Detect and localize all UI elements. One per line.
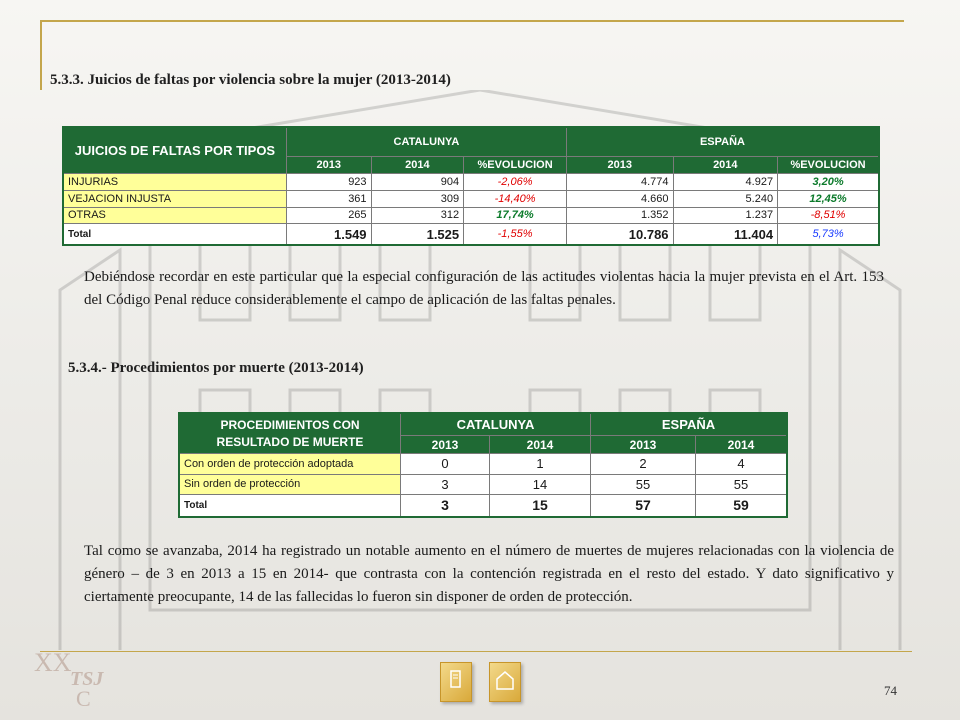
table-row [63,207,879,224]
table-row [179,454,787,474]
logo-numeral: XX [34,648,72,677]
section-heading-faltas: 5.3.3. Juicios de faltas por violencia sobre la mujer (2013-2014) [50,72,451,88]
faltas-table-title: JUICIOS DE FALTAS POR TIPOS [63,127,286,173]
cell-value: 0 [401,454,490,474]
proc-col-catalunya: CATALUNYA [401,413,591,436]
cell-value: 4.660 [566,190,673,207]
cell-value: 1.237 [673,207,778,224]
cell-value: 4 [696,454,788,474]
row-label: INJURIAS [63,173,286,190]
logo-text: TSJ [70,668,104,690]
cell-value: 14 [490,474,591,494]
logo-letter: C [76,686,91,711]
proc-esp-2014: 2014 [696,436,788,454]
total-label: Total [63,224,286,245]
proc-esp-2013: 2013 [591,436,696,454]
section-heading-procedimientos: 5.3.4.- Procedimientos por muerte (2013-2014) [68,360,364,376]
row-label: VEJACION INJUSTA [63,190,286,207]
cell-value: 361 [286,190,371,207]
cell-value: 1 [490,454,591,474]
frame-top-line [40,20,904,22]
row-label: Sin orden de protección [179,474,401,494]
cell-value: 309 [371,190,464,207]
cell-value: 55 [696,474,788,494]
cell-value: 4.927 [673,173,778,190]
faltas-cat-2014: 2014 [371,157,464,174]
cell-value: 2 [591,454,696,474]
cell-evolution: -14,40% [464,190,567,207]
faltas-cat-evol: %EVOLUCION [464,157,567,174]
proc-table-title [179,413,401,454]
paragraph-procedimientos: Tal como se avanzaba, 2014 ha registrado un notable aumento en el número de muertes de mujeres relacionadas con la violencia de género – de 3 en 2013 a 15 en 2014- que contrasta con la contención registrada en el resto del estado. Y dato significativo y ciertamente preocupante, 14 de las fallecidas lo fueron sin disponer de orden de protección. [84,543,894,605]
total-value: 3 [401,494,490,517]
frame-bottom-line [40,651,912,652]
total-value: 57 [591,494,696,517]
cell-value: 1.352 [566,207,673,224]
row-label: Con orden de protección adoptada [179,454,401,474]
document-nav-icon [441,663,471,701]
total-evolution: -1,55% [464,224,567,245]
table-total-row [179,494,787,517]
faltas-esp-2014: 2014 [673,157,778,174]
table-row [179,474,787,494]
cell-value: 265 [286,207,371,224]
tsjc-logo [32,648,104,711]
home-button[interactable] [489,662,521,702]
cell-evolution: -8,51% [778,207,879,224]
proc-title-line1: PROCEDIMIENTOS CON [220,417,360,432]
total-value: 1.549 [286,224,371,245]
faltas-table [62,126,880,246]
row-label: OTRAS [63,207,286,224]
proc-col-espana: ESPAÑA [591,413,788,436]
faltas-cat-2013: 2013 [286,157,371,174]
total-evolution: 5,73% [778,224,879,245]
cell-value: 5.240 [673,190,778,207]
faltas-esp-evol: %EVOLUCION [778,157,879,174]
total-value: 15 [490,494,591,517]
cell-evolution: -2,06% [464,173,567,190]
cell-evolution: 17,74% [464,207,567,224]
proc-cat-2014: 2014 [490,436,591,454]
total-value: 10.786 [566,224,673,245]
total-value: 59 [696,494,788,517]
total-label: Total [179,494,401,517]
faltas-col-catalunya: CATALUNYA [286,127,566,157]
cell-evolution: 12,45% [778,190,879,207]
faltas-esp-2013: 2013 [566,157,673,174]
table-total-row [63,224,879,245]
cell-value: 312 [371,207,464,224]
total-value: 11.404 [673,224,778,245]
proc-title-line2: RESULTADO DE MUERTE [216,434,364,449]
home-icon [490,663,520,701]
proc-cat-2013: 2013 [401,436,490,454]
cell-evolution: 3,20% [778,173,879,190]
cell-value: 4.774 [566,173,673,190]
page-number: 74 [884,683,897,698]
procedimientos-table [178,412,788,518]
cell-value: 923 [286,173,371,190]
total-value: 1.525 [371,224,464,245]
paragraph-faltas: Debiéndose recordar en este particular que la especial configuración de las actitudes violentas hacia la mujer prevista en el Art. 153 del Código Penal reduce considerablemente el campo de aplicación de las faltas penales. [84,269,884,308]
table-row [63,190,879,207]
faltas-col-espana: ESPAÑA [566,127,879,157]
cell-value: 55 [591,474,696,494]
table-row [63,173,879,190]
cell-value: 3 [401,474,490,494]
cell-value: 904 [371,173,464,190]
frame-left-line [40,20,42,90]
prev-page-button[interactable] [440,662,472,702]
